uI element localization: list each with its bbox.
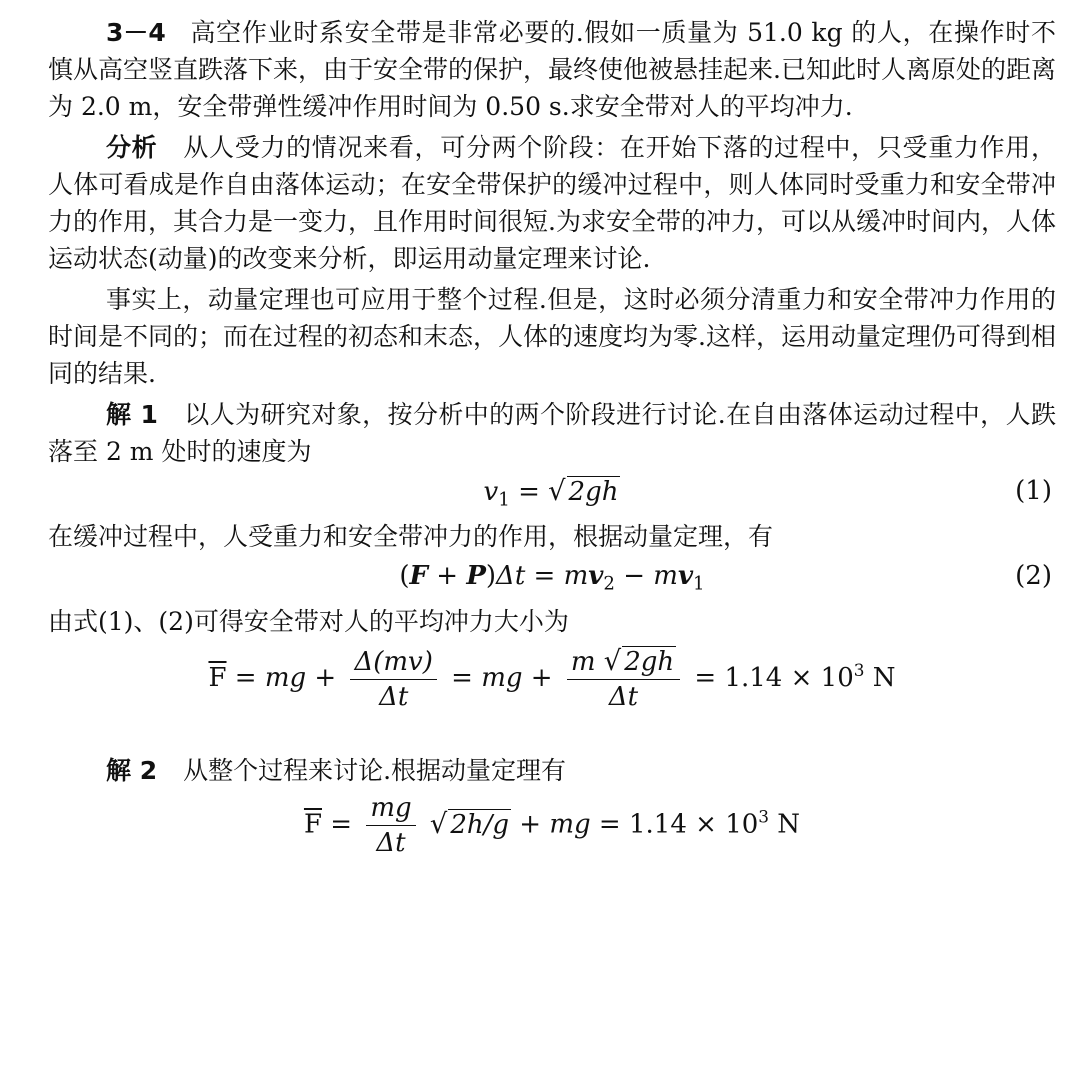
eq3-frac2-radicand: 2gh: [624, 647, 675, 677]
eq3-equals3: =: [694, 663, 725, 693]
equation-2: [48, 555, 1056, 603]
eq2-F: F: [409, 561, 428, 591]
eq3-plus2: +: [522, 663, 561, 693]
eq3-frac1-num: Δ(mv): [350, 647, 436, 680]
eq4-radicand: 2h/g: [450, 809, 510, 840]
eq4-sqrt: [430, 809, 511, 840]
eq4-unit: N: [769, 809, 801, 840]
eq4-value: 1.14 × 10: [628, 809, 759, 840]
equation-2-body: [48, 561, 1056, 594]
eq2-close: ): [485, 561, 497, 591]
eq2-v1-sub: 1: [693, 573, 705, 595]
eq3-value: 1.14 × 10: [724, 663, 854, 693]
analysis-paragraph: [48, 129, 1056, 277]
eq3-unit: N: [864, 663, 896, 693]
solution2-intro: 从整个过程来讨论.根据动量定理有: [183, 756, 567, 785]
eq2-equals: =: [525, 561, 564, 591]
solution1-label: 解 1: [106, 400, 158, 429]
solution1-result: 由式(1)、(2)可得安全带对人的平均冲力大小为: [48, 607, 569, 636]
solution2-paragraph: [48, 752, 1056, 789]
solution1-mid-text: [48, 518, 1056, 555]
eq3-mg2: mg: [481, 663, 523, 693]
eq2-delta-t: Δt: [496, 561, 526, 591]
eq2-open: (: [399, 561, 410, 591]
eq4-plus: +: [511, 809, 550, 840]
analysis-text-2: 事实上，动量定理也可应用于整个过程.但是，这时必须分清重力和安全带冲力作用的时间是不同的；而在过程的初态和末态，人体的速度均为零.这样，运用动量定理仍可得到相同的结果.: [48, 285, 1056, 388]
equation-4: [48, 789, 1056, 883]
eq2-v1: v: [677, 561, 694, 591]
eq1-radicand: 2gh: [568, 477, 619, 507]
problem-statement: 高空作业时系安全带是非常必要的.假如一质量为 51.0 kg 的人，在操作时不慎从高空竖直跌落下来，由于安全带的保护，最终使他被悬挂起来.已知此时人离原处的距离为 2.0 m，安全带弹性缓冲作用时间为 0.50 s.求安全带对人的平均冲力.: [48, 18, 1056, 121]
eq4-frac-den: Δt: [376, 828, 406, 858]
solution1-result-text: [48, 603, 1056, 640]
eq3-exp: 3: [853, 659, 865, 680]
eq3-equals2: =: [451, 663, 482, 693]
radical-sign-icon: √: [603, 646, 622, 677]
eq4-equals2: =: [590, 809, 629, 840]
equation-1-body: [48, 476, 1056, 510]
analysis-text: 从人受力的情况来看，可分两个阶段：在开始下落的过程中，只受重力作用，人体可看成是作自由落体运动；在安全带保护的缓冲过程中，则人体同时受重力和安全带冲力的作用，其合力是一变力，且作用时间很短.为求安全带的冲力，可以从缓冲时间内，人体运动状态(动量)的改变来分析，即运用动量定理来讨论.: [48, 133, 1056, 273]
analysis-paragraph-2: [48, 281, 1056, 392]
eq4-F: $\overline{F}$: [303, 809, 322, 840]
eq4-exp: 3: [758, 806, 770, 827]
eq2-v2-sub: 2: [603, 573, 615, 595]
eq1-sqrt: [548, 476, 620, 507]
eq2-v2: v: [588, 561, 604, 591]
eq3-fraction-2: [567, 646, 680, 712]
problem-number: 3－4: [106, 18, 166, 47]
solution1-paragraph: [48, 396, 1056, 470]
eq2-m2: m: [653, 561, 678, 591]
eq2-plus: +: [428, 561, 467, 591]
solution2-label: 解 2: [106, 756, 158, 785]
eq2-m1: m: [563, 561, 589, 591]
equation-2-number: (2): [1015, 561, 1052, 591]
equation-1: [48, 470, 1056, 518]
eq3-frac2-m: m: [570, 647, 596, 677]
analysis-label: 分析: [106, 133, 158, 162]
radical-sign-icon: √: [548, 476, 566, 507]
eq3-sqrt: [604, 646, 676, 677]
problem-paragraph: [48, 14, 1056, 125]
eq3-frac2-num: [567, 646, 680, 680]
eq4-fraction: [366, 793, 415, 858]
eq1-lhs-var: v: [483, 477, 499, 507]
eq2-minus: −: [614, 561, 654, 591]
eq3-frac1-den: Δt: [379, 681, 409, 712]
eq4-mg: mg: [549, 809, 591, 840]
eq2-P: P: [466, 561, 486, 591]
radical-sign-icon: √: [429, 808, 448, 840]
eq3-plus1: +: [306, 663, 345, 693]
eq3-equals1: =: [226, 663, 265, 693]
solution1-intro: 以人为研究对象，按分析中的两个阶段进行讨论.在自由落体运动过程中，人跌落至 2 m 处时的速度为: [48, 400, 1056, 466]
eq3-frac2-den: Δt: [608, 682, 639, 712]
eq4-equals1: =: [322, 809, 361, 840]
equation-3: [48, 640, 1056, 742]
document-page: [48, 14, 1056, 883]
equation-1-number: (1): [1015, 476, 1052, 506]
eq3-mg1: mg: [264, 663, 307, 693]
solution1-mid: 在缓冲过程中，人受重力和安全带冲力的作用，根据动量定理，有: [48, 522, 774, 551]
eq3-F: $\overline{F}$: [208, 663, 227, 693]
eq1-equals: =: [518, 477, 540, 507]
eq4-frac-num: mg: [366, 793, 415, 826]
eq1-lhs-sub: 1: [498, 489, 510, 511]
eq3-fraction-1: [350, 647, 436, 712]
